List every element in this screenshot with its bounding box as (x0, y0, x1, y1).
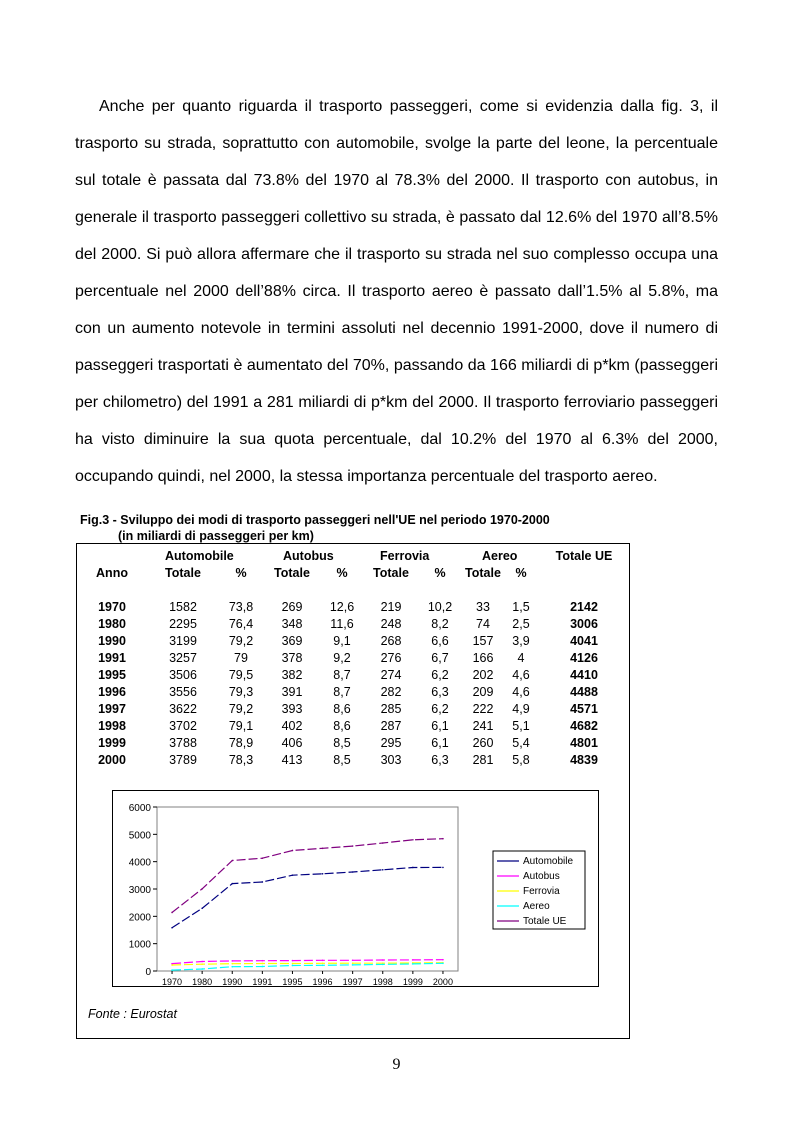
value-cell: 248 (380, 617, 402, 631)
value-cell: 3506 (169, 668, 197, 682)
value-cell: 287 (380, 719, 402, 733)
total-cell: 4801 (570, 736, 598, 750)
data-point (171, 912, 173, 914)
value-cell: 209 (472, 685, 494, 699)
y-tick-label: 4000 (128, 857, 151, 869)
total-cell: 4839 (570, 753, 598, 767)
header-cell: % (235, 566, 247, 580)
data-point (382, 842, 384, 844)
value-cell: 3788 (169, 736, 197, 750)
sub-header-row (76, 565, 630, 582)
data-point (352, 962, 354, 964)
data-point (322, 873, 324, 875)
value-cell: 5,4 (512, 736, 530, 750)
table-row (76, 667, 630, 684)
value-cell: 8,7 (333, 685, 351, 699)
chart-frame (112, 790, 599, 987)
value-cell: 3556 (169, 685, 197, 699)
value-cell: 6,2 (431, 668, 449, 682)
y-tick-label: 1000 (128, 939, 151, 951)
value-cell: 166 (472, 651, 494, 665)
total-cell: 4126 (570, 651, 598, 665)
data-point (262, 963, 264, 965)
data-point (171, 927, 173, 929)
value-cell: 3199 (169, 634, 197, 648)
value-cell: 33 (476, 600, 490, 614)
data-point (262, 960, 264, 962)
value-cell: 3622 (169, 702, 197, 716)
value-cell: 413 (281, 753, 303, 767)
value-cell: 3789 (169, 753, 197, 767)
value-cell: 79 (234, 651, 248, 665)
value-cell: 348 (281, 617, 303, 631)
data-point (231, 963, 233, 965)
data-point (201, 961, 203, 963)
body-paragraph: Anche per quanto riguarda il trasporto passeggeri, come si evidenzia dalla fig. 3, il trasporto su strada, soprattutto con automobile, svolge la parte del leone, la percentuale sul totale è passata dal 73.8% del 1970 al 78.3% del 2000. Il trasporto con autobus, in generale il trasporto passeggeri collettivo su strada, è passato dal 12.6% del 1970 all’8.5% del 2000. Si può allora affermare che il trasporto su strada nel suo complesso occupa una percentuale nel 2000 dell’88% circa. Il trasporto aereo è passato dall’1.5% al 5.8%, ma con un aumento notevole in termini assoluti nel decennio 1991-2000, dove il numero di passeggeri trasportati è aumentato del 70%, passando da 166 miliardi di p*km (passeggeri per chilometro) del 1991 a 281 miliardi di p*km del 2000. Il trasporto ferroviario passeggeri ha visto diminuire la sua quota percentuale, dal 10.2% del 1970 al 6.3% del 2000, occupando quindi, nel 2000, la stessa importanza percentuale del trasporto aereo. (75, 98, 718, 485)
header-autobus: Autobus (283, 549, 334, 563)
legend-label: Aereo (523, 901, 550, 912)
legend-label: Totale UE (523, 916, 567, 927)
value-cell: 6,7 (431, 651, 449, 665)
value-cell: 8,5 (333, 736, 351, 750)
value-cell: 6,3 (431, 685, 449, 699)
year-cell: 2000 (98, 753, 126, 767)
group-header-row (76, 548, 630, 565)
data-point (171, 964, 173, 966)
y-tick-label: 0 (145, 967, 151, 978)
value-cell: 285 (380, 702, 402, 716)
value-cell: 3702 (169, 719, 197, 733)
x-tick-label: 1980 (192, 977, 213, 986)
header-cell: % (336, 566, 348, 580)
x-tick-label: 1990 (222, 977, 243, 986)
value-cell: 10,2 (427, 600, 453, 614)
x-tick-label: 1995 (282, 977, 303, 986)
value-cell: 1582 (169, 600, 197, 614)
data-point (442, 963, 444, 965)
data-point (292, 960, 294, 962)
value-cell: 3,9 (512, 634, 530, 648)
x-tick-label: 1996 (312, 977, 333, 986)
header-cell: Totale (274, 566, 310, 580)
data-point (201, 968, 203, 970)
total-cell: 2142 (570, 600, 598, 614)
value-cell: 5,1 (512, 719, 530, 733)
value-cell: 303 (380, 753, 402, 767)
legend-label: Ferrovia (523, 886, 560, 897)
value-cell: 157 (472, 634, 494, 648)
data-point (442, 959, 444, 961)
year-cell: 1970 (98, 600, 126, 614)
header-anno: Anno (96, 566, 128, 580)
value-cell: 402 (281, 719, 303, 733)
data-point (262, 881, 264, 883)
total-cell: 4410 (570, 668, 598, 682)
value-cell: 4 (517, 651, 525, 665)
legend-label: Autobus (523, 871, 560, 882)
table-row (76, 701, 630, 718)
value-cell: 12,6 (329, 600, 355, 614)
header-totale-ue: Totale UE (555, 549, 613, 563)
value-cell: 8,7 (333, 668, 351, 682)
value-cell: 2295 (169, 617, 197, 631)
value-cell: 378 (281, 651, 303, 665)
value-cell: 268 (380, 634, 402, 648)
legend-label: Automobile (523, 856, 574, 867)
value-cell: 222 (472, 702, 494, 716)
total-cell: 4488 (570, 685, 598, 699)
data-point (201, 907, 203, 909)
data-point (382, 869, 384, 871)
table-row (76, 633, 630, 650)
header-cell: Totale (373, 566, 409, 580)
value-cell: 3257 (169, 651, 197, 665)
data-point (352, 845, 354, 847)
table-row (76, 735, 630, 752)
data-point (352, 871, 354, 873)
data-point (292, 874, 294, 876)
y-tick-label: 3000 (128, 885, 151, 896)
data-point (412, 867, 414, 869)
y-tick-label: 2000 (128, 912, 151, 924)
value-cell: 276 (380, 651, 402, 665)
data-point (322, 964, 324, 966)
data-point (382, 959, 384, 961)
value-cell: 79,1 (228, 719, 254, 733)
y-tick-label: 6000 (128, 803, 151, 814)
table-row (76, 752, 630, 769)
value-cell: 79,5 (228, 668, 254, 682)
table-row (76, 718, 630, 735)
header-cell: Totale (165, 566, 201, 580)
data-point (201, 963, 203, 965)
year-cell: 1980 (98, 617, 126, 631)
data-point (231, 966, 233, 968)
data-point (231, 960, 233, 962)
header-cell: % (434, 566, 446, 580)
table-row (76, 616, 630, 633)
value-cell: 269 (281, 600, 303, 614)
value-cell: 393 (281, 702, 303, 716)
figure-source: Fonte : Eurostat (88, 1007, 177, 1021)
data-point (262, 857, 264, 859)
value-cell: 219 (380, 600, 402, 614)
value-cell: 79,2 (228, 702, 254, 716)
value-cell: 6,1 (431, 719, 449, 733)
header-cell: % (515, 566, 527, 580)
value-cell: 202 (472, 668, 494, 682)
header-aereo: Aereo (482, 549, 518, 563)
data-point (442, 838, 444, 840)
value-cell: 274 (380, 668, 402, 682)
figure-subtitle: (in miliardi di passeggeri per km) (118, 529, 314, 543)
value-cell: 73,8 (228, 600, 254, 614)
x-tick-label: 1997 (342, 977, 363, 986)
table-row (76, 650, 630, 667)
value-cell: 9,2 (333, 651, 351, 665)
value-cell: 4,6 (512, 685, 530, 699)
year-cell: 1998 (98, 719, 126, 733)
value-cell: 8,6 (333, 702, 351, 716)
data-point (171, 969, 173, 971)
year-cell: 1997 (98, 702, 126, 716)
data-point (352, 959, 354, 961)
value-cell: 6,1 (431, 736, 449, 750)
header-automobile: Automobile (165, 549, 234, 563)
header-ferrovia: Ferrovia (380, 549, 430, 563)
year-cell: 1991 (98, 651, 126, 665)
value-cell: 11,6 (330, 617, 354, 631)
value-cell: 8,6 (333, 719, 351, 733)
value-cell: 281 (472, 753, 494, 767)
total-cell: 4571 (570, 702, 598, 716)
value-cell: 391 (281, 685, 303, 699)
value-cell: 4,6 (512, 668, 530, 682)
value-cell: 4,9 (512, 702, 530, 716)
value-cell: 241 (472, 719, 494, 733)
x-tick-label: 1970 (162, 977, 183, 986)
data-point (292, 963, 294, 965)
value-cell: 2,5 (512, 617, 530, 631)
x-tick-label: 1999 (402, 977, 423, 986)
value-cell: 74 (476, 617, 490, 631)
data-point (412, 839, 414, 841)
data-point (292, 850, 294, 852)
value-cell: 78,9 (228, 736, 254, 750)
data-table (76, 548, 630, 769)
year-cell: 1996 (98, 685, 126, 699)
value-cell: 406 (281, 736, 303, 750)
line-chart (113, 791, 598, 986)
value-cell: 79,3 (228, 685, 254, 699)
total-cell: 4682 (570, 719, 598, 733)
data-point (262, 966, 264, 968)
value-cell: 6,2 (431, 702, 449, 716)
data-point (412, 963, 414, 965)
value-cell: 369 (281, 634, 303, 648)
total-cell: 4041 (570, 634, 598, 648)
data-point (322, 962, 324, 964)
data-point (382, 964, 384, 966)
header-cell: Totale (465, 566, 501, 580)
value-cell: 1,5 (512, 600, 530, 614)
data-point (322, 848, 324, 850)
data-point (171, 963, 173, 965)
data-point (412, 959, 414, 961)
data-point (352, 964, 354, 966)
value-cell: 382 (281, 668, 303, 682)
value-cell: 8,2 (431, 617, 449, 631)
value-cell: 79,2 (228, 634, 254, 648)
table-row (76, 684, 630, 701)
value-cell: 260 (472, 736, 494, 750)
data-point (442, 867, 444, 869)
data-point (292, 965, 294, 967)
table-row (76, 599, 630, 616)
value-cell: 78,3 (228, 753, 254, 767)
x-tick-label: 1998 (372, 977, 393, 986)
value-cell: 6,3 (431, 753, 449, 767)
data-point (231, 883, 233, 885)
value-cell: 295 (380, 736, 402, 750)
value-cell: 5,8 (512, 753, 530, 767)
value-cell: 9,1 (333, 634, 351, 648)
data-point (231, 860, 233, 862)
value-cell: 8,5 (333, 753, 351, 767)
data-point (322, 960, 324, 962)
x-tick-label: 1991 (252, 977, 273, 986)
value-cell: 6,6 (431, 634, 449, 648)
value-cell: 76,4 (228, 617, 254, 631)
year-cell: 1999 (98, 736, 126, 750)
total-cell: 3006 (570, 617, 598, 631)
value-cell: 282 (380, 685, 402, 699)
page-number: 9 (392, 1056, 401, 1073)
y-tick-label: 5000 (128, 830, 151, 842)
x-tick-label: 2000 (432, 977, 453, 986)
figure-title: Fig.3 - Sviluppo dei modi di trasporto passeggeri nell'UE nel periodo 1970-2000 (80, 513, 550, 527)
data-point (201, 888, 203, 890)
year-cell: 1990 (98, 634, 126, 648)
year-cell: 1995 (98, 668, 126, 682)
